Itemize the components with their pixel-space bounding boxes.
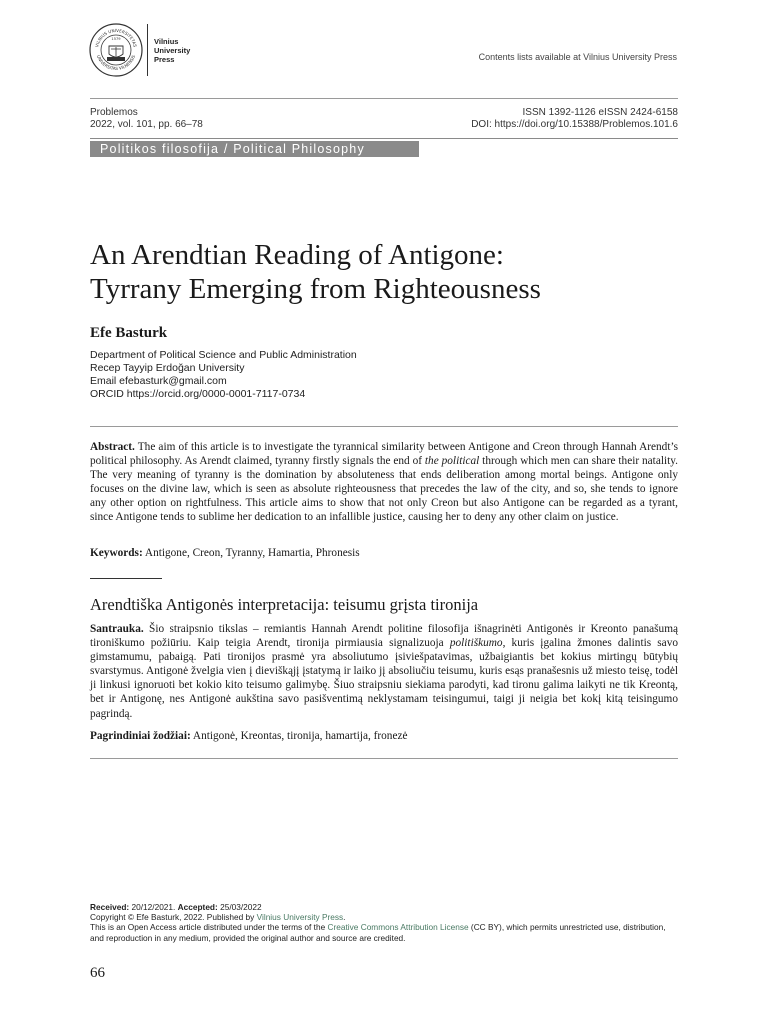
affiliation-department: Department of Political Science and Public Administration <box>90 349 357 361</box>
lithuanian-abstract-text: Šio straipsnio tikslas – remiantis Hannah Arendt politine filosofija išnagrinėti Antigonės ir Kreonto panašumą tironiškumo požiūriu. Kaip teigia Arendt, tironija pirmiausia signalizuoja <box>90 623 678 650</box>
abstract-text: The aim of this article is to investigate the tyrannical similarity between Antigone and Creon through Hannah Arendt’s political philosophy. As Arendt claimed, tyranny firstly signals the end of <box>90 441 678 467</box>
seal-year: 1579 <box>111 37 121 41</box>
article-footer <box>90 902 678 943</box>
abstract-top-rule <box>90 426 678 427</box>
affiliation-university: Recep Tayyip Erdoğan University <box>90 362 245 374</box>
accepted-label: Accepted: <box>177 902 218 912</box>
press-name-line: Press <box>154 54 175 64</box>
title-line: Tyrrany Emerging from Righteousness <box>90 273 541 305</box>
press-name-line: University <box>154 45 191 55</box>
journal-meta <box>90 107 203 131</box>
logo-divider <box>147 24 148 76</box>
section-label: Politikos filosofija / Political Philosophy <box>90 141 419 157</box>
press-name <box>154 37 190 64</box>
keywords-label: Keywords: <box>90 547 143 559</box>
keywords-line <box>90 546 678 560</box>
keywords-list: Antigone, Creon, Tyranny, Hamartia, Phronesis <box>142 547 360 559</box>
seal-text-bottom: UNIVERSITAS VILNENSIS <box>95 54 137 72</box>
seal-text-top: VILNIUS UNIVERSITETAS <box>94 27 138 48</box>
copyright-text: Copyright © Efe Basturk, 2022. Published by <box>90 912 257 923</box>
issn: ISSN 1392-1126 eISSN 2424-6158 <box>522 107 678 118</box>
journal-name: Problemos <box>90 107 138 118</box>
copyright-text: . <box>343 912 346 923</box>
publisher-link[interactable]: Vilnius University Press <box>256 912 344 923</box>
lithuanian-abstract-text: , kuris įgalina žmones dalintis savo gimstamumu, pabaigą. Pati tironijos prasmė yra absoliutumo įsiviešpatavimas, užbaigiantis bet kokius mirtingų būtybių svarstymus. Antigonė žvelgia vien į dieviškąjį įstatymą ir laiko jį absoliučiu teisumu, kuris esąs pranašesnis už miesto teisę, todėl ji linkusi ignoruoti bet kokio kito teisumo galimybę. Šiuo straipsniu siekiama parodyti, kad tironu galima laikyti ne tik Kreontą, bet ir Antigonę, nes Antigonė aukština savo pasišventimą neklystamam teisingumui, taigi ji neigia bet kokį kitą teisingumo pagrindą. <box>90 637 678 720</box>
license-text: (CC BY), which permits unrestricted use, distribution, and reproduction in any medium, provided the original author and source are credited. <box>90 922 666 943</box>
meta-rule <box>90 138 678 139</box>
author-affiliation <box>90 349 357 401</box>
abstract-bottom-rule <box>90 758 678 759</box>
copyright-line <box>90 912 678 922</box>
doi-link[interactable]: DOI: https://doi.org/10.15388/Problemos.101.6 <box>471 119 678 130</box>
author-email[interactable]: Email efebasturk@gmail.com <box>90 375 227 387</box>
received-accepted-line <box>90 902 678 912</box>
lithuanian-abstract-label: Santrauka. <box>90 623 144 635</box>
lithuanian-keywords-list: Antigonė, Kreontas, tironija, hamartija, fronezė <box>190 730 408 742</box>
lithuanian-keywords-line <box>90 729 678 743</box>
received-date: 20/12/2021. <box>129 902 178 912</box>
accepted-date: 25/03/2022 <box>217 902 262 912</box>
journal-volume: 2022, vol. 101, pp. 66–78 <box>90 119 203 130</box>
received-label: Received: <box>90 902 130 912</box>
article-title <box>90 238 690 306</box>
lithuanian-abstract-italic: politiškumo <box>449 637 503 650</box>
abstract-label: Abstract. <box>90 441 135 453</box>
abstract-text: through which men can share their natality. The very meaning of tyranny is the domination by absoluteness that ends deliberation among mortal beings. Antigone only focuses on the divine law, which is seen as absolute righteousness that precedes the law of the city, and so, she tends to ignore any other option on rightfulness. This article aims to show that not only Creon but also Antigone can be regarded as a tyrant, since Antigone tends to sublime her dedication to an infallible justice, causing her to deny any other claim on justice. <box>90 454 678 523</box>
lithuanian-abstract-paragraph <box>90 622 678 721</box>
abstract-text-italic: the political <box>424 454 480 467</box>
author-name: Efe Basturk <box>90 325 168 341</box>
page-number: 66 <box>90 965 105 981</box>
header-rule <box>90 98 678 99</box>
section-separator <box>90 578 162 579</box>
contents-availability-line: Contents lists available at Vilnius University Press <box>478 52 677 62</box>
university-seal-icon <box>89 23 143 77</box>
license-text: This is an Open Access article distributed under the terms of the <box>90 922 328 933</box>
license-line <box>90 922 678 942</box>
license-link[interactable]: Creative Commons Attribution License <box>327 922 469 933</box>
identifier-meta <box>471 107 678 131</box>
author-orcid[interactable]: ORCID https://orcid.org/0000-0001-7117-0734 <box>90 388 306 400</box>
title-line: An Arendtian Reading of Antigone: <box>90 239 504 271</box>
press-name-line: Vilnius <box>154 36 179 46</box>
abstract-paragraph <box>90 441 678 524</box>
vilnius-university-press-logo <box>89 22 190 78</box>
lithuanian-title: Arendtiška Antigonės interpretacija: teisumu grįsta tironija <box>90 595 479 614</box>
lithuanian-keywords-label: Pagrindiniai žodžiai: <box>90 730 191 742</box>
